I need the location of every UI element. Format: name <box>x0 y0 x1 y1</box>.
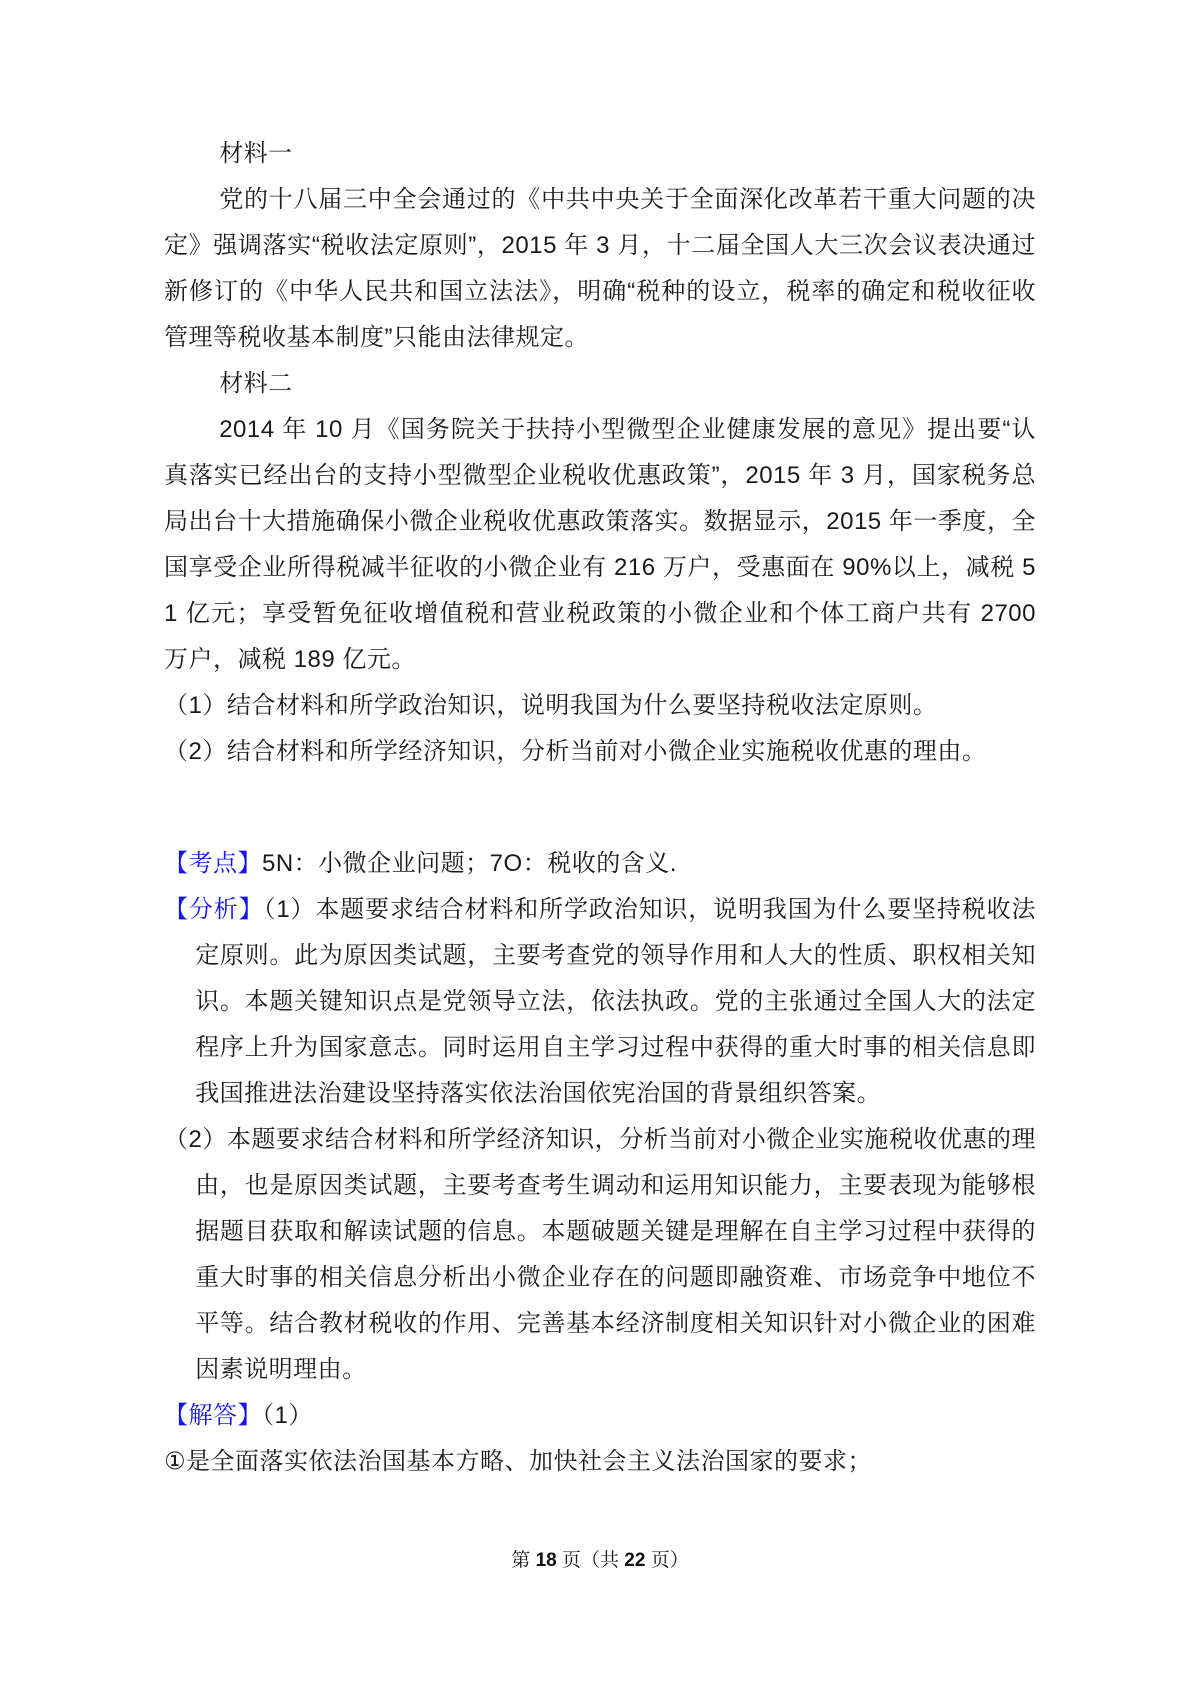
material-2-text: 2014 年 10 月《国务院关于扶持小型微型企业健康发展的意见》提出要“认真落实已经出台的支持小型微型企业税收优惠政策”，2015 年 3 月，国家税务总局出台十大措施确保小微企业税收优惠政策落实。数据显示，2015 年一季度，全国享受企业所得税减半征收的小微企业有 216 万户，受惠面在 90%以上，减税 51 亿元；享受暂免征收增值税和营业税政策的小微企业和个体工商户共有 2700 万户，减税 189 亿元。 <box>164 416 1036 673</box>
section-gap <box>164 775 1036 841</box>
answer-label: 【解答】 <box>164 1402 262 1429</box>
exam-points-line <box>164 841 1036 887</box>
document-content <box>164 131 1036 1485</box>
material-1-heading: 材料一 <box>219 140 293 167</box>
footer-middle: 页（共 <box>556 1550 625 1571</box>
page-number: 18 <box>535 1550 557 1571</box>
answer-point-1: ①是全面落实依法治国基本方略、加快社会主义法治国家的要求； <box>164 1448 873 1475</box>
question-1: （1）结合材料和所学政治知识，说明我国为什么要坚持税收法定原则。 <box>164 692 938 719</box>
answer-line <box>164 1393 1036 1439</box>
analysis-part-1-text: （1）本题要求结合材料和所学政治知识，说明我国为什么要坚持税收法定原则。此为原因类试题，主要考查党的领导作用和人大的性质、职权相关知识。本题关键知识点是党领导立法，依法执政。党的主张通过全国人大的法定程序上升为国家意志。同时运用自主学习过程中获得的重大时事的相关信息即我国推进法治建设坚持落实依法治国依宪治国的背景组织答案。 <box>195 896 1036 1107</box>
exam-points-text: 5N：小微企业问题；7O：税收的含义. <box>262 850 677 877</box>
exam-points-label: 【考点】 <box>164 850 262 877</box>
footer-suffix: 页） <box>645 1550 689 1571</box>
material-1-text: 党的十八届三中全会通过的《中共中央关于全面深化改革若干重大问题的决定》强调落实“税收法定原则”，2015 年 3 月，十二届全国人大三次会议表决通过新修订的《中华人民共和国立法法》，明确“税种的设立，税率的确定和税收征收管理等税收基本制度”只能由法律规定。 <box>164 186 1036 351</box>
answer-intro: （1） <box>262 1402 313 1429</box>
analysis-part-2-text: （2）本题要求结合材料和所学经济知识，分析当前对小微企业实施税收优惠的理由，也是原因类试题，主要考查考生调动和运用知识能力，主要表现为能够根据题目获取和解读试题的信息。本题破题关键是理解在自主学习过程中获得的重大时事的相关信息分析出小微企业存在的问题即融资难、市场竞争中地位不平等。结合教材税收的作用、完善基本经济制度相关知识针对小微企业的困难因素说明理由。 <box>164 1126 1036 1383</box>
analysis-label: 【分析】 <box>164 896 264 923</box>
footer-prefix: 第 <box>511 1550 536 1571</box>
page-footer <box>0 1548 1200 1574</box>
analysis-part-1 <box>164 887 1036 1117</box>
material-2-heading: 材料二 <box>219 370 293 397</box>
analysis-part-2 <box>164 1117 1036 1393</box>
total-pages: 22 <box>624 1550 646 1571</box>
question-2: （2）结合材料和所学经济知识，分析当前对小微企业实施税收优惠的理由。 <box>164 738 987 765</box>
